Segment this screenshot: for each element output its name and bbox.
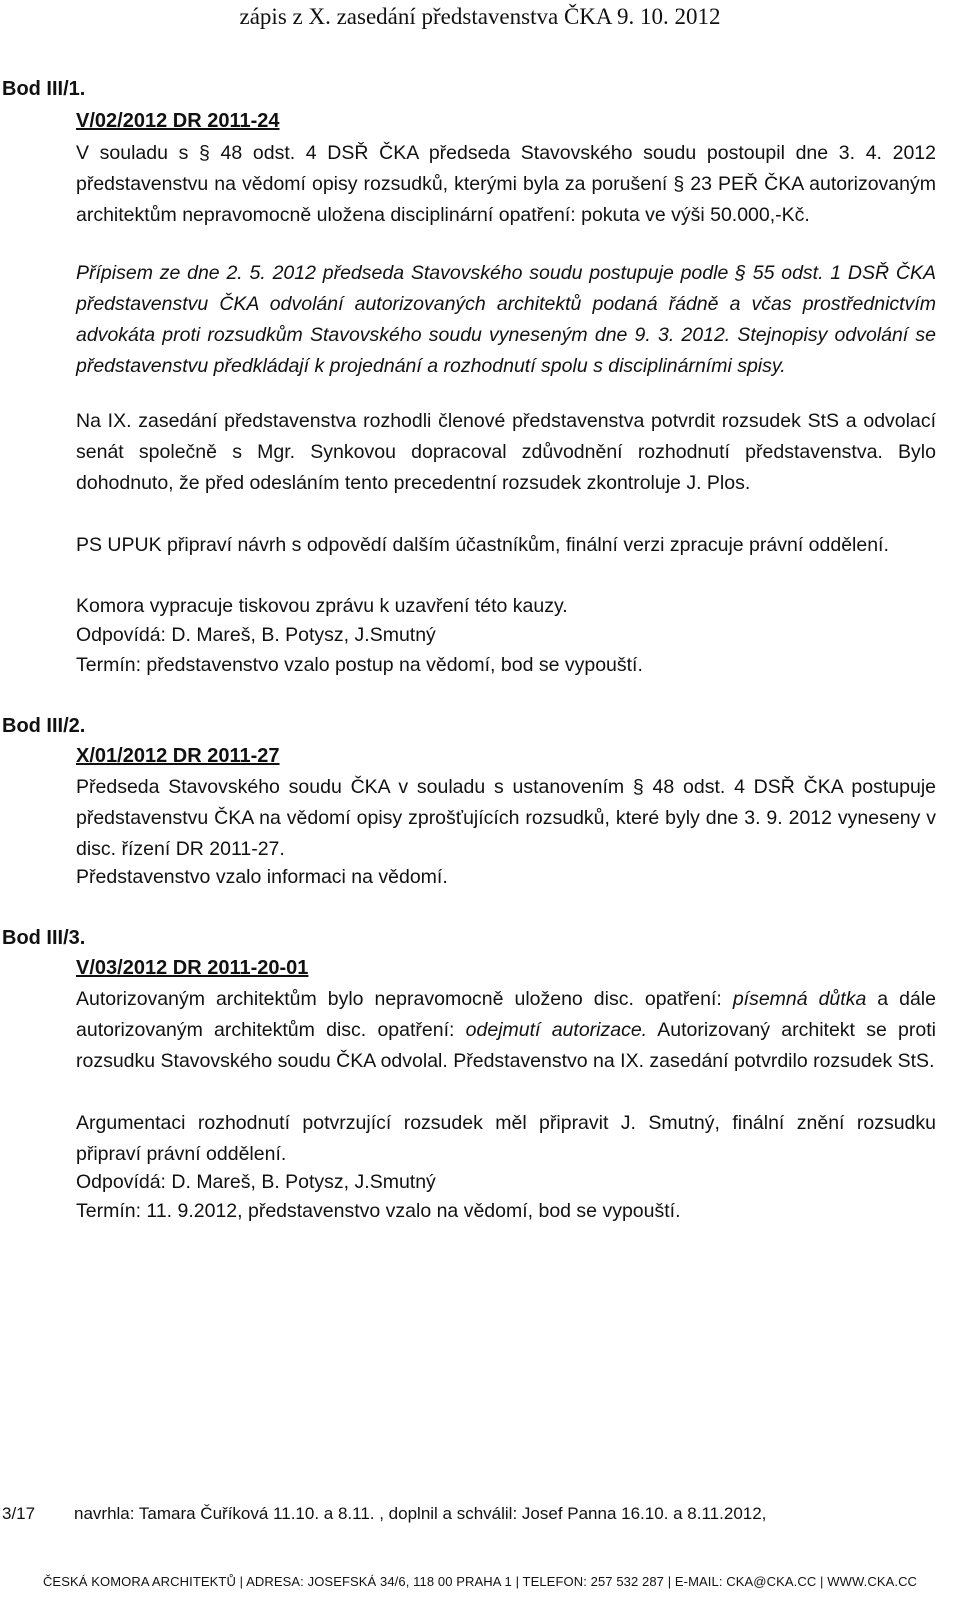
section-2-case-ref: X/01/2012 DR 2011-27 (76, 745, 280, 767)
section-3-heading: Bod III/3. (2, 927, 86, 949)
section-3-paragraph-1 (76, 984, 936, 1077)
section-1-heading: Bod III/1. (2, 78, 86, 100)
section-2-paragraph-2: Představenstvo vzalo informaci na vědomí. (76, 866, 448, 888)
section-2-paragraph-1: Předseda Stavovského soudu ČKA v souladu s ustanovením § 48 odst. 4 DSŘ ČKA postupuje představenstvu ČKA na vědomí opisy zprošťujících rozsudků, které byly dne 3. 9. 2012 vyneseny v disc. řízení DR 2011-27. (76, 776, 936, 860)
footer-note (2, 1504, 766, 1524)
section-3-case-ref: V/03/2012 DR 2011-20-01 (76, 957, 309, 979)
section-1-paragraph-5: Komora vypracuje tiskovou zprávu k uzavření této kauzy. (76, 595, 568, 617)
section-3-text-e: Autorizovaný architekt se proti rozsudku Stavovského soudu ČKA odvolal. Představenstvo na IX. zasedání potvrdilo rozsudek StS. (76, 1019, 936, 1072)
section-3-deadline: Termín: 11. 9.2012, představenstvo vzalo na vědomí, bod se vypouští. (76, 1200, 681, 1222)
section-2-heading: Bod III/2. (2, 715, 86, 737)
section-1-paragraph-1: V souladu s § 48 odst. 4 DSŘ ČKA předseda Stavovského soudu postoupil dne 3. 4. 2012 představenstvu na vědomí opisy rozsudků, kterými byla za porušení § 23 PEŘ ČKA autorizovaným architektům nepravomocně uložena disciplinární opatření: pokuta ve výši 50.000,-Kč. (76, 142, 936, 226)
section-3-text-a: Autorizovaným architektům bylo nepravomocně uloženo disc. opatření: (76, 988, 733, 1010)
section-1-deadline: Termín: představenstvo vzalo postup na vědomí, bod se vypouští. (76, 654, 643, 676)
page-number: 3/17 (2, 1504, 36, 1523)
footer-authors: navrhla: Tamara Čuříková 11.10. a 8.11. , doplnil a schválil: Josef Panna 16.10. a 8.11.2012, (74, 1504, 767, 1523)
section-1-paragraph-2: Přípisem ze dne 2. 5. 2012 předseda Stavovského soudu postupuje podle § 55 odst. 1 DSŘ ČKA představenstvu ČKA odvolání autorizovaných architektů podaná řádně a včas prostřednictvím advokáta proti rozsudkům Stavovského soudu vyneseným dne 9. 3. 2012. Stejnopisy odvolání se představenstvu předkládají k projednání a rozhodnutí spolu s disciplinárními spisy. (76, 262, 936, 377)
section-3-penalty-2: odejmutí autorizace. (465, 1019, 648, 1041)
section-3-text-c: a dále autorizovaným architektům disc. opatření: (76, 988, 936, 1041)
section-1-responsible: Odpovídá: D. Mareš, B. Potysz, J.Smutný (76, 624, 436, 646)
footer-address: ČESKÁ KOMORA ARCHITEKTŮ | ADRESA: JOSEFSKÁ 34/6, 118 00 PRAHA 1 | TELEFON: 257 532 287 | E-MAIL: CKA@CKA.CC | WWW.CKA.CC (42, 1574, 918, 1589)
section-3-paragraph-2: Argumentaci rozhodnutí potvrzující rozsudek měl připravit J. Smutný, finální znění rozsudku připraví právní oddělení. (76, 1112, 936, 1165)
section-1-case-ref: V/02/2012 DR 2011-24 (76, 110, 280, 132)
section-1-paragraph-3: Na IX. zasedání představenstva rozhodli členové představenstva potvrdit rozsudek StS a odvolací senát společně s Mgr. Synkovou dopracoval zdůvodnění rozhodnutí představenstva. Bylo dohodnuto, že před odesláním tento precedentní rozsudek zkontroluje J. Plos. (76, 410, 936, 494)
page-header: zápis z X. zasedání představenstva ČKA 9. 10. 2012 (239, 4, 721, 29)
section-3-penalty-1: písemná důtka (732, 988, 867, 1010)
section-3-responsible: Odpovídá: D. Mareš, B. Potysz, J.Smutný (76, 1171, 436, 1193)
section-1-paragraph-4: PS UPUK připraví návrh s odpovědí dalším účastníkům, finální verzi zpracuje právní oddělení. (76, 534, 889, 556)
